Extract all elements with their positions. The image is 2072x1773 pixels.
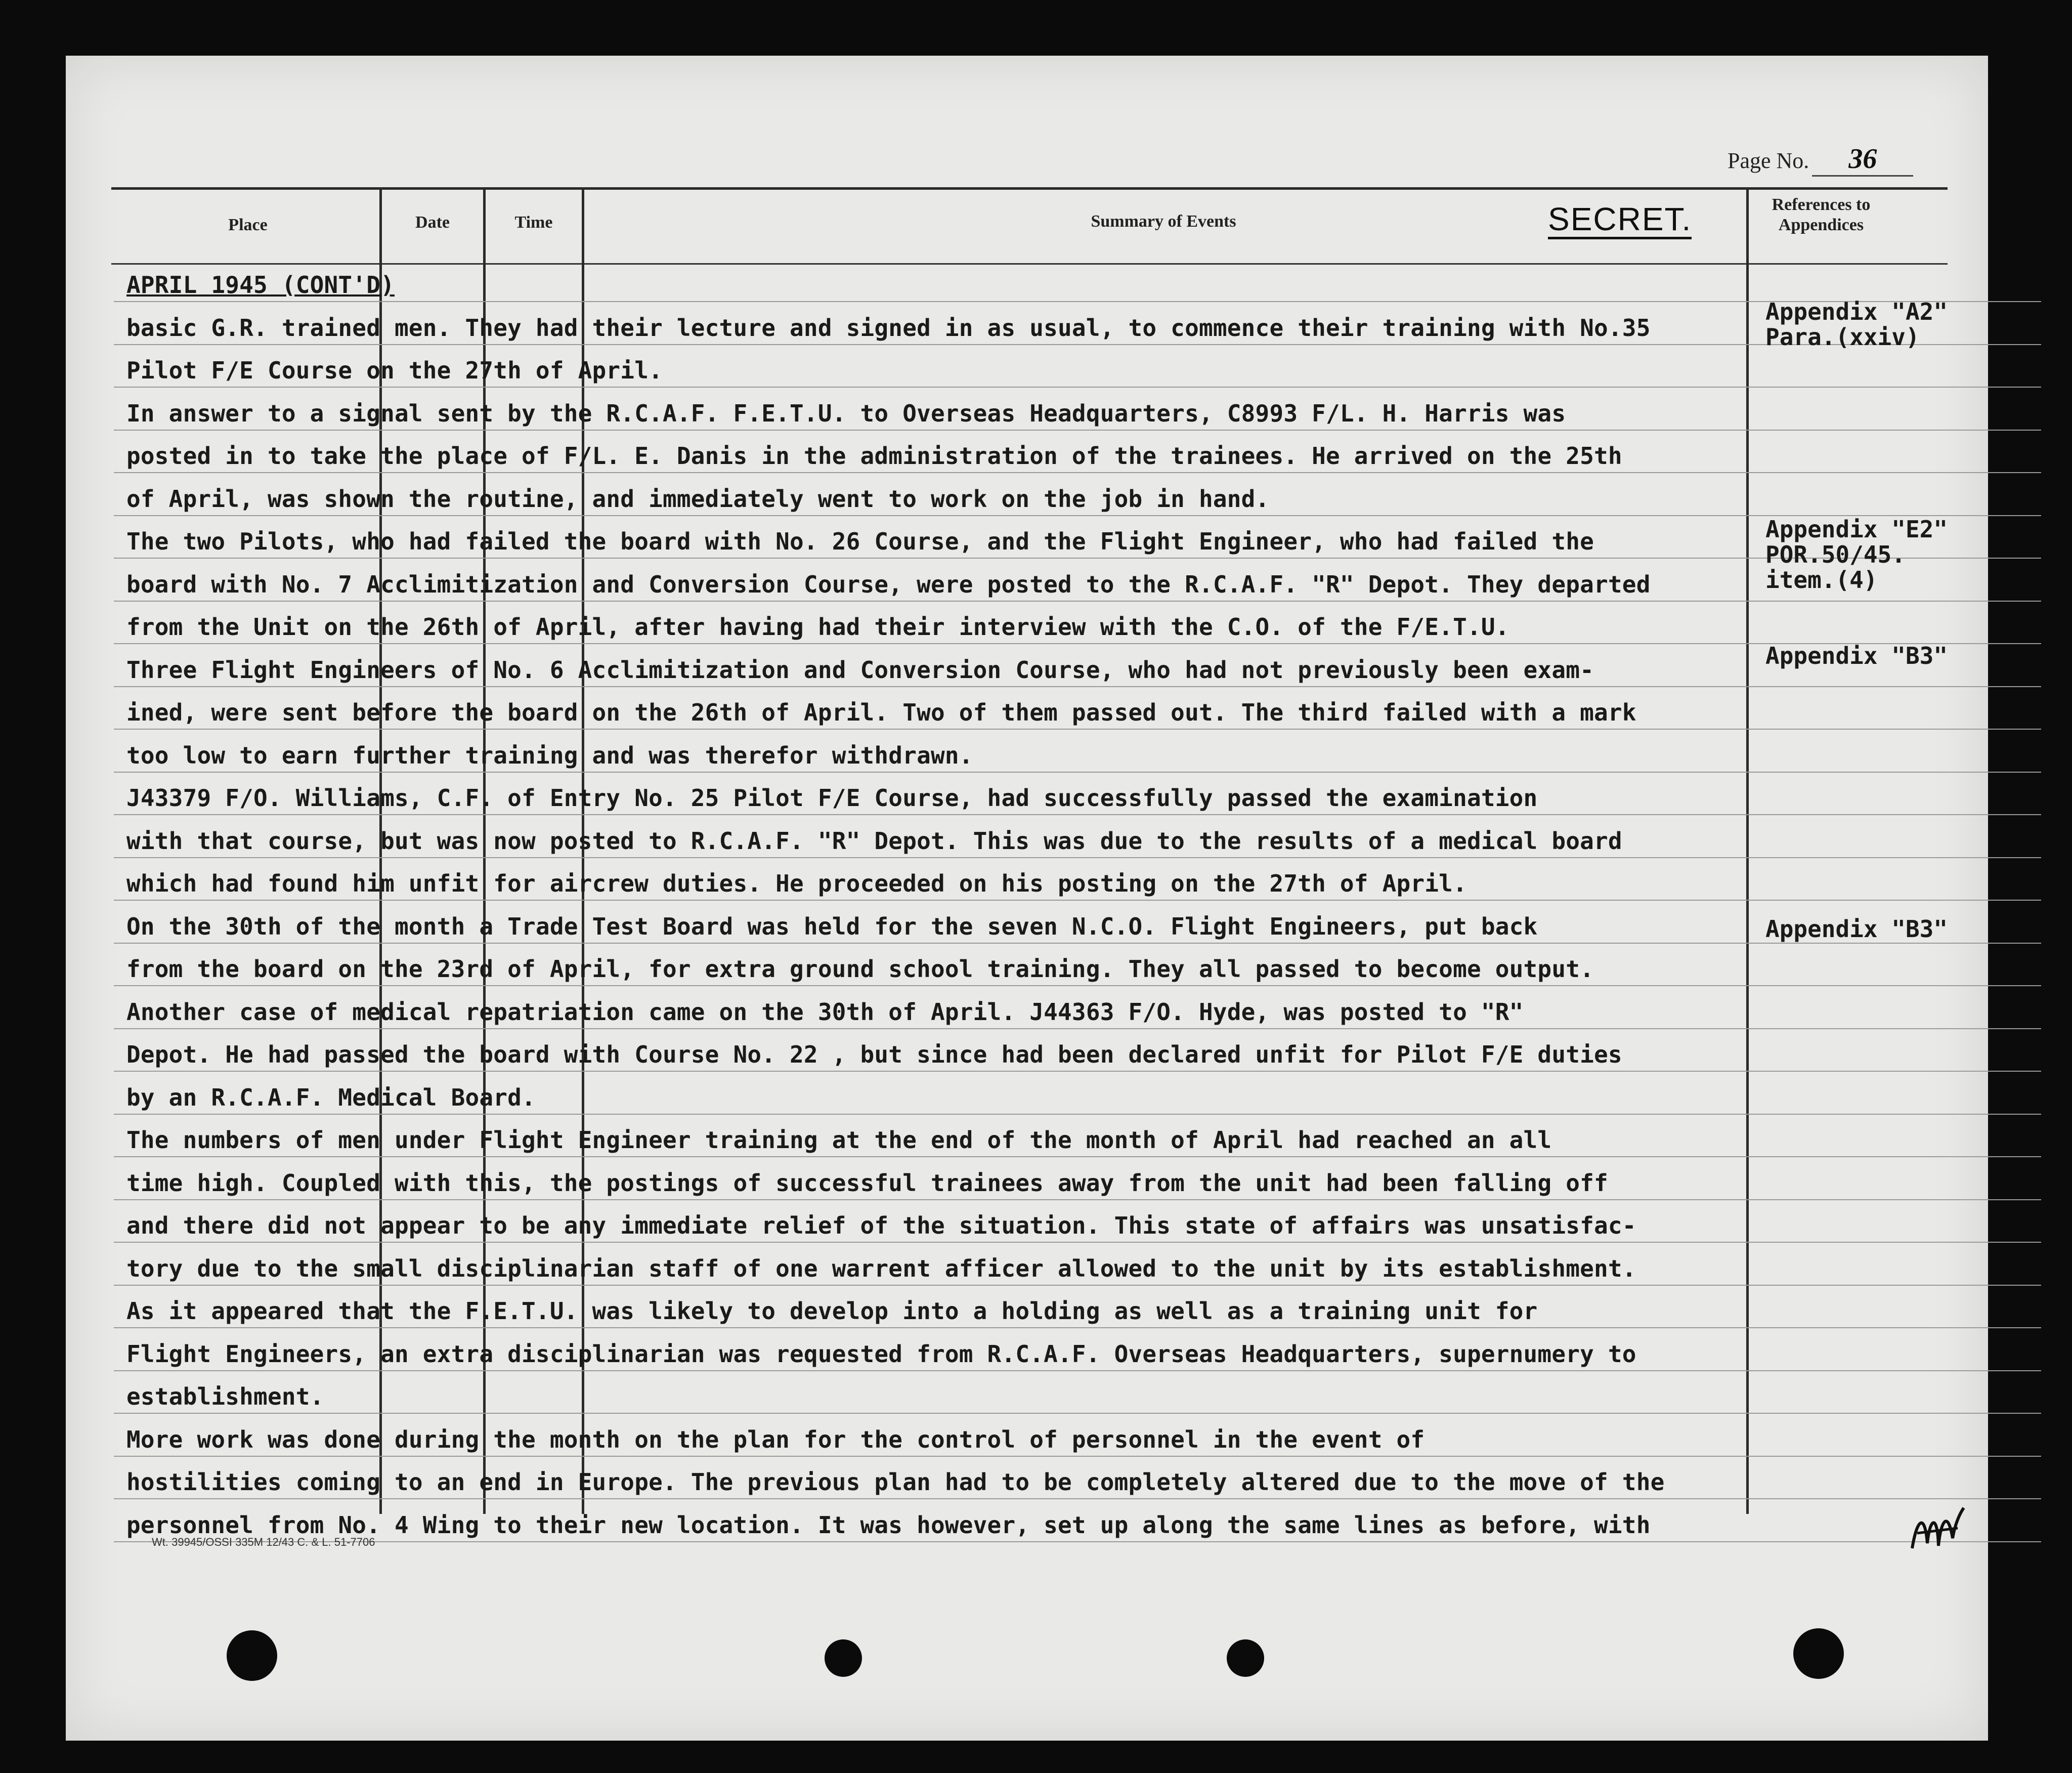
- header-place: Place: [228, 216, 268, 234]
- summary-line: posted in to take the place of F/L. E. Danis in the administration of the trainees. He arrived on the 25th: [126, 442, 1622, 470]
- ruled-line: [114, 1199, 2041, 1200]
- ruled-line: [114, 900, 2041, 901]
- summary-line: from the Unit on the 26th of April, after having had their interview with the C.O. of the F/E.T.U.: [126, 613, 1509, 641]
- header-references: References to Appendices: [1772, 195, 1871, 234]
- ruled-line: [114, 1285, 2041, 1286]
- ruled-line: [114, 686, 2041, 687]
- summary-line: J43379 F/O. Williams, C.F. of Entry No. 25 Pilot F/E Course, had successfully passed the examination: [126, 784, 1538, 812]
- summary-line: Three Flight Engineers of No. 6 Acclimitization and Conversion Course, who had not previously been exam-: [126, 656, 1594, 684]
- summary-line: Depot. He had passed the board with Course No. 22 , but since had been declared unfit for Pilot F/E duties: [126, 1041, 1622, 1068]
- table-top-rule: [111, 187, 1948, 190]
- ruled-line: [114, 601, 2041, 602]
- ruled-line: [114, 1498, 2041, 1499]
- header-summary: Summary of Events: [1091, 212, 1236, 231]
- ruled-line: [114, 1413, 2041, 1414]
- ruled-line: [114, 1456, 2041, 1457]
- summary-line: personnel from No. 4 Wing to their new location. It was however, set up along the same lines as before, with: [126, 1511, 1651, 1539]
- summary-line: Flight Engineers, an extra disciplinarian was requested from R.C.A.F. Overseas Headquarters, supernumery to: [126, 1340, 1636, 1368]
- ruled-line: [114, 814, 2041, 815]
- summary-line: too low to earn further training and was therefor withdrawn.: [126, 741, 973, 769]
- ruled-line: [114, 1541, 2041, 1542]
- ruled-line: [114, 857, 2041, 858]
- summary-line: with that course, but was now posted to R.C.A.F. "R" Depot. This was due to the results of a medical board: [126, 827, 1622, 855]
- appendix-reference: Appendix "A2": [1765, 298, 1948, 325]
- ruled-line: [114, 1156, 2041, 1157]
- ruled-line: [114, 558, 2041, 559]
- summary-line: APRIL 1945 (CONT'D): [126, 271, 395, 299]
- binder-hole-2: [825, 1639, 862, 1677]
- page-label-text: Page No.: [1728, 148, 1809, 173]
- appendix-reference: Appendix "E2": [1765, 516, 1948, 543]
- secret-stamp: SECRET.: [1548, 201, 1692, 239]
- ruled-line: [114, 1114, 2041, 1115]
- binder-hole-4: [1793, 1628, 1844, 1679]
- appendix-reference: Appendix "B3": [1765, 642, 1948, 669]
- ruled-line: [114, 430, 2041, 431]
- summary-line: from the board on the 23rd of April, for extra ground school training. They all passed to become output.: [126, 955, 1594, 983]
- summary-line: tory due to the small disciplinarian staff of one warrent afficer allowed to the unit by its establishment.: [126, 1254, 1636, 1282]
- ruled-line: [114, 1071, 2041, 1072]
- ruled-line: [114, 1327, 2041, 1328]
- summary-line: board with No. 7 Acclimitization and Conversion Course, were posted to the R.C.A.F. "R" Depot. They departed: [126, 570, 1651, 598]
- summary-line: of April, was shown the routine, and immediately went to work on the job in hand.: [126, 485, 1270, 513]
- summary-line: On the 30th of the month a Trade Test Board was held for the seven N.C.O. Flight Engineers, put back: [126, 912, 1538, 940]
- summary-line: ined, were sent before the board on the 26th of April. Two of them passed out. The third failed with a mark: [126, 699, 1636, 726]
- summary-line: which had found him unfit for aircrew duties. He proceeded on his posting on the 27th of April.: [126, 870, 1467, 897]
- ruled-line: [114, 515, 2041, 516]
- ruled-line: [114, 943, 2041, 944]
- summary-line: The two Pilots, who had failed the board with No. 26 Course, and the Flight Engineer, who had failed the: [126, 528, 1594, 555]
- summary-line: basic G.R. trained men. They had their lecture and signed in as usual, to commence their training with No.35: [126, 314, 1651, 342]
- summary-line: More work was done during the month on the plan for the control of personnel in the event of: [126, 1425, 1425, 1453]
- summary-line: by an R.C.A.F. Medical Board.: [126, 1083, 536, 1111]
- ruled-line: [114, 344, 2041, 345]
- ruled-line: [114, 1370, 2041, 1371]
- header-time: Time: [514, 213, 553, 232]
- ruled-line: [114, 643, 2041, 644]
- appendix-reference: Para.(xxiv): [1765, 323, 1920, 351]
- binder-hole-1: [227, 1630, 277, 1681]
- handwritten-initials: [1907, 1498, 1968, 1558]
- header-date: Date: [415, 213, 450, 232]
- ruled-line: [114, 729, 2041, 730]
- binder-hole-3: [1227, 1639, 1264, 1677]
- header-bottom-rule: [111, 263, 1948, 265]
- appendix-reference: POR.50/45.: [1765, 541, 1906, 568]
- page-number-label: [1728, 143, 1913, 177]
- summary-line: establishment.: [126, 1383, 324, 1410]
- appendix-reference: Appendix "B3": [1765, 915, 1948, 943]
- ruled-line: [114, 772, 2041, 773]
- ruled-line: [114, 1028, 2041, 1029]
- summary-line: and there did not appear to be any immediate relief of the situation. This state of affairs was unsatisfac-: [126, 1212, 1636, 1239]
- summary-line: Pilot F/E Course on the 27th of April.: [126, 357, 663, 384]
- summary-line: time high. Coupled with this, the postings of successful trainees away from the unit had been falling off: [126, 1169, 1608, 1197]
- ruled-line: [114, 301, 2041, 302]
- ruled-line: [114, 387, 2041, 388]
- summary-line: As it appeared that the F.E.T.U. was likely to develop into a holding as well as a training unit for: [126, 1297, 1538, 1325]
- summary-line: The numbers of men under Flight Engineer training at the end of the month of April had reached an all: [126, 1126, 1552, 1154]
- ruled-line: [114, 985, 2041, 986]
- appendix-reference: item.(4): [1765, 566, 1878, 594]
- ruled-line: [114, 1242, 2041, 1243]
- summary-line: In answer to a signal sent by the R.C.A.F. F.E.T.U. to Overseas Headquarters, C8993 F/L. H. Harris was: [126, 399, 1566, 427]
- summary-line: Another case of medical repatriation came on the 30th of April. J44363 F/O. Hyde, was posted to "R": [126, 998, 1524, 1026]
- page-number: 36: [1812, 143, 1913, 177]
- form-footer: Wt. 39945/OSSI 335M 12/43 C. & L. 51-7706: [152, 1536, 375, 1548]
- summary-line: hostilities coming to an end in Europe. The previous plan had to be completely altered due to the move of the: [126, 1468, 1665, 1496]
- ruled-line: [114, 472, 2041, 473]
